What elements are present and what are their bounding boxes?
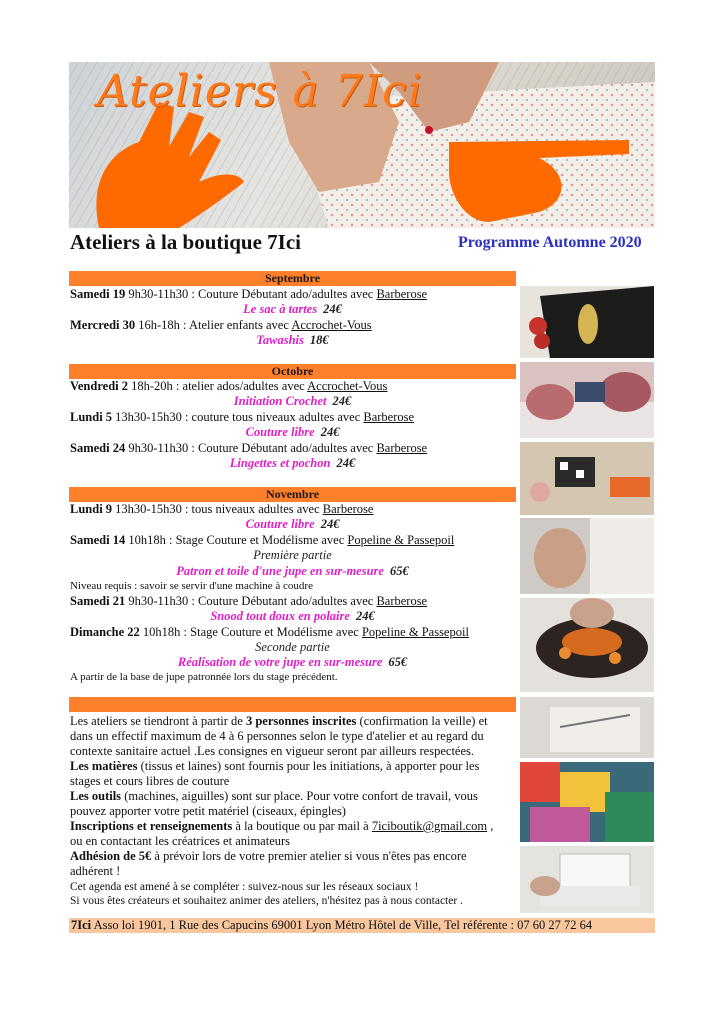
event-name: Lingettes et pochon	[229, 456, 331, 470]
event-day: Lundi 5	[70, 410, 113, 424]
event-line	[70, 318, 372, 333]
event-price: 18€	[309, 333, 329, 347]
event-desc: 13h30-15h30 : tous niveaux adultes avec	[112, 502, 323, 516]
organizer-link[interactable]: Accrochet-Vous	[307, 379, 388, 393]
event-name: Le sac à tartes	[243, 302, 318, 316]
event-part: Seconde partie	[255, 640, 330, 654]
footer-name: 7Ici	[71, 918, 92, 932]
event-day: Samedi 21	[70, 594, 126, 608]
event-title	[69, 394, 516, 409]
header-banner	[69, 62, 655, 228]
organizer-link[interactable]: Accrochet-Vous	[291, 318, 372, 332]
event-line	[70, 441, 427, 456]
event-price: 24€	[323, 302, 342, 316]
event-line	[70, 594, 427, 609]
event-name: Couture libre	[245, 425, 315, 439]
event-note: Niveau requis : savoir se servir d'une machine à coudre	[70, 580, 313, 592]
info-line: adhérent !	[70, 864, 121, 878]
organizer-link[interactable]: Barberose	[363, 410, 415, 424]
info-line: stages et cours libres de couture	[70, 774, 230, 788]
photo-crochet	[520, 362, 654, 438]
info-line: contexte sanitaire actuel .Les consignes en vigueur seront par ailleurs respectées.	[70, 744, 475, 758]
event-title	[69, 517, 516, 532]
event-day: Vendredi 2	[70, 379, 129, 393]
info-line: Les ateliers se tiendront à partir de 3 personnes inscrites (confirmation la veille) et	[70, 714, 488, 728]
event-desc: 13h30-15h30 : couture tous niveaux adultes avec	[112, 410, 364, 424]
info-line: Les outils (machines, aiguilles) sont sur place. Pour votre confort de travail, vous	[70, 789, 478, 803]
event-name: Initiation Crochet	[233, 394, 327, 408]
event-desc: 9h30-11h30 : Couture Débutant ado/adultes avec	[125, 594, 377, 608]
info-line: Inscriptions et renseignements à la boutique ou par mail à 7iciboutik@gmail.com ,	[70, 819, 494, 833]
event-desc: 18h-20h : atelier ados/adultes avec	[128, 379, 308, 393]
event-line	[70, 410, 414, 425]
event-title	[69, 456, 516, 471]
banner-title: Ateliers à 7Ici	[97, 66, 423, 117]
event-line	[70, 379, 387, 394]
event-price: 24€	[336, 456, 356, 470]
event-price: 24€	[355, 609, 375, 623]
photo-pattern-paper	[520, 697, 654, 758]
event-note: A partir de la base de jupe patronnée lors du stage précédent.	[70, 671, 338, 683]
footer-text: Asso loi 1901, 1 Rue des Capucins 69001 Lyon Métro Hôtel de Ville, Tel référente : 07 60 27 72 64	[91, 918, 593, 932]
event-name: Patron et toile d'une jupe en sur-mesure	[176, 564, 384, 578]
event-name: Snood tout doux en polaire	[210, 609, 350, 623]
email-link[interactable]: 7iciboutik@gmail.com	[371, 819, 488, 833]
event-desc: 10h18h : Stage Couture et Modélisme avec	[139, 625, 362, 639]
event-day: Samedi 19	[70, 287, 126, 301]
photo-hand-fabric	[520, 518, 654, 594]
info-line: Cet agenda est amené à se compléter : suivez-nous sur les réseaux sociaux !	[70, 881, 419, 893]
event-price: 65€	[388, 655, 408, 669]
page-title: Ateliers à la boutique 7Ici	[70, 230, 301, 254]
event-title	[69, 564, 516, 579]
event-line	[70, 287, 427, 302]
event-day: Samedi 24	[70, 441, 126, 455]
photo-fabrics	[520, 762, 654, 842]
event-price: 24€	[320, 517, 340, 531]
event-day: Mercredi 30	[70, 318, 136, 332]
program-label: Programme Automne 2020	[458, 234, 642, 251]
info-line: ou en contactant les créatrices et animateurs	[70, 834, 291, 848]
event-title	[69, 333, 516, 348]
event-part: Première partie	[253, 548, 332, 562]
month-header-october: Octobre	[69, 364, 516, 379]
event-title	[69, 425, 516, 440]
info-divider	[69, 697, 516, 712]
info-line: dans un effectif maximum de 4 à 6 personnes selon le type d'atelier et au regard du	[70, 729, 484, 743]
organizer-link[interactable]: Barberose	[322, 502, 374, 516]
info-line: Si vous êtes créateurs et souhaitez animer des ateliers, n'hésitez pas à nous contacter .	[70, 895, 463, 907]
organizer-link[interactable]: Barberose	[376, 287, 428, 301]
organizer-link[interactable]: Barberose	[376, 441, 428, 455]
info-line: pouvez apporter votre petit matériel (ciseaux, épingles)	[70, 804, 346, 818]
event-desc: 10h18h : Stage Couture et Modélisme avec	[125, 533, 348, 547]
info-line: Les matières (tissus et laines) sont fournis pour les initiations, à apporter pour les	[70, 759, 480, 773]
event-price: 24€	[320, 425, 340, 439]
footer-bar	[69, 918, 655, 933]
event-name: Réalisation de votre jupe en sur-mesure	[177, 655, 383, 669]
event-title	[69, 655, 516, 670]
event-day: Lundi 9	[70, 502, 113, 516]
event-name: Couture libre	[245, 517, 315, 531]
event-desc: 9h30-11h30 : Couture Débutant ado/adultes avec	[125, 441, 377, 455]
event-day: Samedi 14	[70, 533, 126, 547]
event-desc: 9h30-11h30 : Couture Débutant ado/adultes avec	[125, 287, 377, 301]
organizer-link[interactable]: Popeline & Passepoil	[361, 625, 469, 639]
photo-sewing	[520, 442, 654, 515]
photo-sewing-machine	[520, 846, 654, 913]
event-price: 24€	[332, 394, 352, 408]
month-header-september: Septembre	[69, 271, 516, 286]
info-line: Adhésion de 5€ à prévoir lors de votre premier atelier si vous n'êtes pas encore	[70, 849, 467, 863]
event-price: 65€	[389, 564, 409, 578]
month-header-november: Novembre	[69, 487, 516, 502]
event-day: Dimanche 22	[70, 625, 140, 639]
event-line	[70, 502, 373, 517]
event-title	[69, 609, 516, 624]
event-line	[70, 533, 454, 548]
organizer-link[interactable]: Popeline & Passepoil	[347, 533, 455, 547]
photo-snood	[520, 598, 654, 692]
event-title	[69, 302, 516, 317]
organizer-link[interactable]: Barberose	[376, 594, 428, 608]
event-name: Tawashis	[256, 333, 304, 347]
event-desc: 16h-18h : Atelier enfants avec	[135, 318, 292, 332]
event-line	[70, 625, 469, 640]
photo-tart-bag	[520, 286, 654, 358]
